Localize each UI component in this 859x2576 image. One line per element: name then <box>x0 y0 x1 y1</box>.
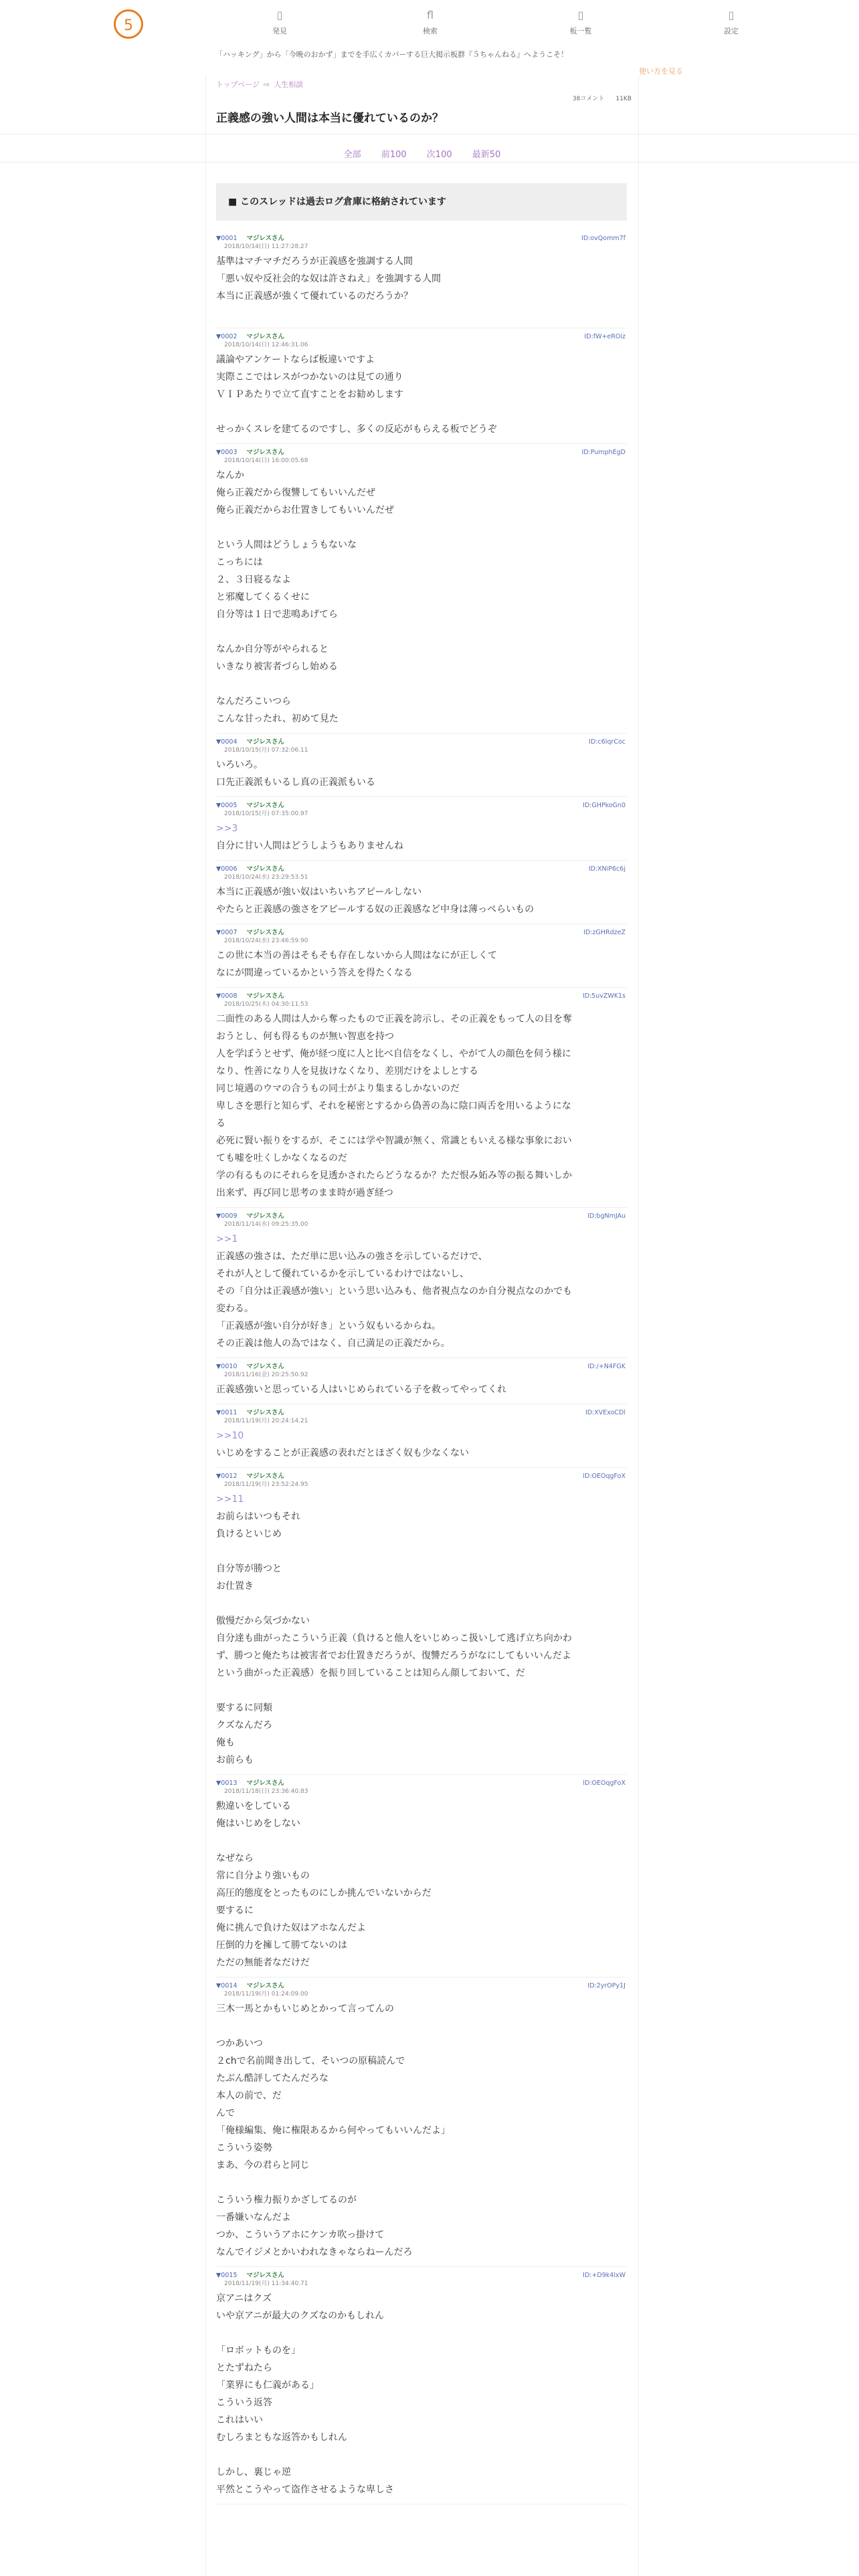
post-header <box>216 1472 627 1481</box>
post-line: 「ロボットものを」 <box>216 2345 300 2356</box>
post-line: クズなんだろ <box>216 1720 272 1731</box>
post-line: こういう姿勢 <box>216 2143 272 2153</box>
post-line: いきなり被害者づらし始める <box>216 661 338 672</box>
post-line: 三木一馬とかもいじめとかって言ってんの <box>216 2004 394 2014</box>
post-line <box>216 2325 627 2342</box>
post-date: 2018/10/15(月) 07:32:06.11 <box>224 747 308 754</box>
poster-id[interactable]: ID:PumphEgD <box>581 449 626 456</box>
post-line: 自分達も曲がったこういう正義（負けると他人をいじめっこ扱いして逃げ立ち向かわ <box>216 1633 572 1644</box>
post-body <box>216 2000 627 2261</box>
post-line: その正義は他人の為ではなく、自己満足の正義だから。 <box>216 1338 450 1349</box>
post-line: いじめをすることが正義感の表れだとほざく奴も少なくない <box>216 1448 469 1459</box>
post-line: 人を学ぼうとせず、俺が経つ度に人と比べ自信をなくし、やがて人の顔色を伺う様に <box>216 1049 571 1059</box>
breadcrumb-board[interactable]: 人生相談 <box>274 80 304 89</box>
post-line: 基準はマチマチだろうが正義感を強調する人間 <box>216 256 413 267</box>
post-body <box>216 1427 627 1462</box>
post-header <box>216 2271 627 2280</box>
post-line: 俺はいじめをしない <box>216 1818 300 1829</box>
post-line: 変わる。 <box>216 1303 254 1314</box>
post-body <box>216 467 627 728</box>
post-line <box>216 403 627 421</box>
site-header <box>0 0 859 47</box>
post-line: こういう権力振りかざしてるのが <box>216 2195 357 2206</box>
post-line: なり、性善になり人を見抜けなくなり、差別だけをよしとする <box>216 1066 478 1077</box>
board-list-icon: ▯ <box>577 9 584 21</box>
post-line: 「悪い奴や反社会的な奴は許さねえ」を強調する人間 <box>216 274 441 284</box>
post-header <box>216 332 627 341</box>
reply-anchor[interactable]: >>10 <box>216 1430 244 1441</box>
post <box>216 1358 627 1404</box>
poster-id[interactable]: ID:+D9k4lxW <box>583 2272 626 2279</box>
post-date: 2018/10/14(日) 12:46:31.06 <box>224 342 308 348</box>
poster-id[interactable]: ID:OEOqgFoX <box>583 1473 626 1480</box>
post-header <box>216 801 627 810</box>
tab-all[interactable]: 全部 <box>343 150 361 160</box>
post-date: 2018/10/14(日) 16:00:05.68 <box>224 457 308 464</box>
post-number[interactable]: ▼0012 <box>216 1473 237 1480</box>
post-line: ず、勝つと俺たちは被害者でお仕置きだろうが、復讐だろうがなにしてもいいんだよ <box>216 1650 571 1661</box>
post-number[interactable]: ▼0010 <box>216 1363 237 1370</box>
post <box>216 444 627 734</box>
post-line: 必死に賢い振りをするが、そこには学や智識が無く、常識ともいえる様な事象におい <box>216 1136 572 1146</box>
post-line <box>216 675 627 693</box>
post-header <box>216 992 627 1000</box>
pagination-tabs <box>206 147 638 160</box>
post-body <box>216 883 627 918</box>
poster-name: マジレスさん <box>246 992 284 1000</box>
post-line <box>216 623 627 641</box>
post-line: 自分等は１日で悲鳴あげてら <box>216 609 338 620</box>
nav-board-list-label: 板一覧 <box>569 27 592 35</box>
poster-name: マジレスさん <box>246 235 284 242</box>
post <box>216 734 627 797</box>
post-date: 2018/11/19(月) 20:24:14.21 <box>224 1418 308 1424</box>
post-line: お仕置き <box>216 1581 254 1592</box>
nav-search[interactable] <box>397 9 464 36</box>
post-line: 二面性のある人間は人から奪ったもので正義を誇示し、その正義をもって人の目を奪 <box>216 1014 572 1025</box>
post-date: 2018/10/25(木) 04:30:11.53 <box>224 1001 308 1008</box>
site-logo[interactable]: 5 <box>114 9 143 39</box>
post-line: 一番嫌いなんだよ <box>216 2212 291 2223</box>
poster-id[interactable]: ID:bgNmJAu <box>587 1212 626 1220</box>
post-line: おうとし、何も得るものが無い智恵を持つ <box>216 1031 394 1042</box>
poster-name: マジレスさん <box>246 929 284 936</box>
post-line: こんな甘ったれ、初めて見た <box>216 714 339 724</box>
post-body <box>216 1010 627 1202</box>
post-line: 俺に挑んで負けた奴はアホなんだよ <box>216 1923 366 1933</box>
post-header <box>216 738 627 746</box>
post-line: こっちには <box>216 557 263 568</box>
comment-count: 38コメント <box>572 96 605 102</box>
post-body <box>216 2290 627 2498</box>
post-line: ２chで名前聞き出して、そいつの原稿読んで <box>216 2056 405 2066</box>
post-line: 傲慢だから気づかない <box>216 1616 310 1626</box>
post-line: ただの無能者なだけだ <box>216 1957 310 1968</box>
post-line <box>216 2446 627 2464</box>
poster-id[interactable]: ID:/+N4FGK <box>587 1363 626 1370</box>
post-line <box>216 519 627 536</box>
post-line: まあ、今の君らと同じ <box>216 2160 310 2171</box>
post-number[interactable]: ▼0002 <box>216 333 237 340</box>
post-line: という曲がった正義感）を振り回していることは知らん顔しておいて、だ <box>216 1668 525 1679</box>
nav-board-list[interactable] <box>547 9 614 36</box>
post-number[interactable]: ▼0008 <box>216 992 237 1000</box>
post-header <box>216 865 627 873</box>
post-line: 自分等が勝つと <box>216 1564 282 1574</box>
poster-name: マジレスさん <box>246 2272 284 2279</box>
post-line: その「自分は正義感が強い」という思い込みも、他者視点なのか自分視点なのかでも <box>216 1286 572 1297</box>
post-date: 2018/11/19(月) 01:24:09.00 <box>224 1991 308 1998</box>
poster-id[interactable]: ID:c6lqrCoc <box>589 738 626 746</box>
post-date: 2018/10/24(水) 23:46:59.90 <box>224 938 308 944</box>
post <box>216 2267 627 2504</box>
post-header <box>216 1212 627 1220</box>
poster-name: マジレスさん <box>246 1212 284 1220</box>
post-line: ても嘘を吐くしかなくなるのだ <box>216 1153 347 1164</box>
post-date: 2018/10/14(日) 11:27:28.27 <box>224 243 308 250</box>
post-line: つか、こういうアホにケンカ吹っ掛けて <box>216 2230 385 2240</box>
poster-id[interactable]: ID:zGHRdzeZ <box>583 929 626 936</box>
reply-anchor[interactable]: >>11 <box>216 1494 244 1505</box>
post-line: 要するに同類 <box>216 1703 272 1713</box>
post-line: 口先正義派もいるし真の正義派もいる <box>216 777 375 788</box>
post-line: なんか自分等がやられると <box>216 644 328 655</box>
reply-anchor[interactable]: >>3 <box>216 823 238 834</box>
post-line: いろいろ。 <box>216 760 263 770</box>
post <box>216 1404 627 1468</box>
post-line: しかし、裏じゃ逆 <box>216 2467 291 2478</box>
post <box>216 1208 627 1358</box>
post-line <box>216 1595 627 1612</box>
post-date: 2018/11/19(月) 23:52:24.95 <box>224 1481 308 1488</box>
post-header <box>216 234 627 243</box>
search-icon: fl <box>426 9 434 21</box>
post-line <box>216 2018 627 2035</box>
post-number[interactable]: ▼0011 <box>216 1409 237 1416</box>
post-line: 卑しさを悪行と知らず、それを秘密とするから偽善の為に陰口両舌を用いるようにな <box>216 1101 571 1111</box>
post-line: 学の有るものにそれらを見透かされたらどうなるか？ただ恨み妬み等の振る舞いしか <box>216 1170 572 1181</box>
post-body <box>216 351 627 438</box>
reply-anchor[interactable]: >>1 <box>216 1234 238 1245</box>
post-line: 正義感の強さは、ただ単に思い込みの強さを示しているだけで、 <box>216 1251 488 1262</box>
post-line: 正義感強いと思っている人はいじめられている子を救ってやってくれ <box>216 1384 506 1395</box>
post-line: と邪魔してくるくせに <box>216 592 310 603</box>
post-number[interactable]: ▼0003 <box>216 449 237 456</box>
post-body <box>216 1230 627 1352</box>
post-number[interactable]: ▼0007 <box>216 929 237 936</box>
nav-settings[interactable] <box>698 9 765 36</box>
post-date: 2018/11/19(月) 11:34:40.71 <box>224 2280 308 2287</box>
breadcrumb-home[interactable]: トップページ <box>216 80 260 89</box>
post-header <box>216 928 627 937</box>
poster-name: マジレスさん <box>246 449 284 456</box>
post-list <box>216 230 627 2504</box>
post-number[interactable]: ▼0006 <box>216 865 237 873</box>
post-body <box>216 820 627 855</box>
post <box>216 1468 627 1775</box>
poster-name: マジレスさん <box>246 1982 284 1990</box>
post-line: なんだろこいつら <box>216 696 291 707</box>
poster-id[interactable]: ID:XNiP6c6j <box>588 865 626 873</box>
post-line: こういう返答 <box>216 2397 272 2408</box>
breadcrumb-separator: ⇨ <box>264 80 270 89</box>
post-header <box>216 1981 627 1990</box>
post-line: という人間はどうしょうもないな <box>216 540 357 550</box>
post-number[interactable]: ▼0005 <box>216 802 237 809</box>
post-line: 俺ら正義だからお仕置きしてもいいんだぜ <box>216 505 394 516</box>
post <box>216 1977 627 2267</box>
post-line: 「業界にも仁義がある」 <box>216 2380 319 2391</box>
tab-latest-50[interactable]: 最新50 <box>472 150 501 160</box>
nav-discover-label: 発見 <box>272 27 287 35</box>
post-line: とたずねたら <box>216 2363 272 2373</box>
breadcrumb <box>216 79 303 90</box>
poster-name: マジレスさん <box>246 333 284 340</box>
poster-name: マジレスさん <box>246 802 284 809</box>
post-line: たぶん酷評してたんだろな <box>216 2073 328 2084</box>
post <box>216 988 627 1208</box>
post-line <box>216 305 627 322</box>
how-to-use-link[interactable]: 使い方を見る <box>639 67 683 76</box>
post <box>216 861 627 924</box>
post-line: 自分に甘い人間はどうしようもありませんね <box>216 841 403 851</box>
poster-name: マジレスさん <box>246 1363 284 1370</box>
post-line: る <box>216 1118 225 1129</box>
thread-meta <box>573 94 632 102</box>
post-number[interactable]: ▼0001 <box>216 235 237 242</box>
post-line: 負けるといじめ <box>216 1529 282 1539</box>
post-body <box>216 1381 627 1398</box>
post-line <box>216 1832 627 1850</box>
post-line <box>216 2174 627 2191</box>
poster-id[interactable]: ID:fW+eROiz <box>584 333 626 340</box>
post <box>216 924 627 988</box>
post-date: 2018/10/15(月) 07:35:00.97 <box>224 811 308 817</box>
post-line: 常に自分より強いもの <box>216 1870 310 1881</box>
post-number[interactable]: ▼0009 <box>216 1212 237 1220</box>
post-line <box>216 1543 627 1560</box>
post-body <box>216 756 627 791</box>
post-line: 平然とこうやって盗作させるような卑しさ <box>216 2484 394 2495</box>
post-number[interactable]: ▼0014 <box>216 1982 237 1990</box>
post-line: 京アニはクズ <box>216 2293 272 2304</box>
post-header <box>216 1362 627 1371</box>
post-line: 高圧的態度をとったものにしか挑んでいないからだ <box>216 1888 432 1899</box>
nav-settings-label: 設定 <box>724 27 739 35</box>
post <box>216 1775 627 1977</box>
post-line: 実際ここではレスがつかないのは見ての通り <box>216 372 403 383</box>
poster-name: マジレスさん <box>246 865 284 873</box>
post-line: なぜなら <box>216 1853 254 1864</box>
post-line: 本当に正義感が強くて優れているのだろうか？ <box>216 291 413 302</box>
post-line: 同じ境遇のウマの合うもの同士がより集まるしかないのだ <box>216 1083 460 1094</box>
post-line: つかあいつ <box>216 2038 263 2049</box>
settings-icon: ▯ <box>728 9 735 21</box>
post-number[interactable]: ▼0013 <box>216 1780 237 1787</box>
post-header <box>216 448 627 457</box>
poster-id[interactable]: ID:GHPkoGn0 <box>583 802 626 809</box>
post-date: 2018/10/24(水) 23:29:53.51 <box>224 874 308 881</box>
thread-size: 11KB <box>615 96 632 102</box>
post-number[interactable]: ▼0004 <box>216 738 237 746</box>
poster-id[interactable]: ID:5uvZWK1s <box>582 992 626 1000</box>
post-line: お前らはいつもそれ <box>216 1511 300 1522</box>
post-date: 2018/11/16(金) 20:25:50.92 <box>224 1372 308 1378</box>
thread-container <box>205 75 639 2576</box>
post <box>216 328 627 444</box>
post-line: いや京アニが最大のクズなのかもしれん <box>216 2311 385 2321</box>
tab-prev-100[interactable]: 前100 <box>381 150 407 160</box>
post-line: んで <box>216 2108 235 2119</box>
post-line: 俺ら正義だから復讐してもいいんだぜ <box>216 488 375 498</box>
thread-title: 正義感の強い人間は本当に優れているのか？ <box>216 112 444 125</box>
post-line: 圧倒的力を擁して勝てないのは <box>216 1940 347 1951</box>
post-line: 本人の前で、だ <box>216 2090 282 2101</box>
post-header <box>216 1779 627 1788</box>
post-line: 「正義感が強い自分が好き」という奴もいるからね。 <box>216 1321 441 1331</box>
welcome-ticker: 「ハッキング」から「今晩のおかず」までを手広くカバーする巨大掲示板群『５ちゃんねる』へようこそ！ <box>215 50 569 59</box>
post-line: やたらと正義感の強さをアピールする奴の正義感など中身は薄っぺらいもの <box>216 904 535 915</box>
tab-next-100[interactable]: 次100 <box>426 150 452 160</box>
post-body <box>216 947 627 982</box>
post-header <box>216 1408 627 1417</box>
post-line: 出来ず、再び同じ思考のまま時が過ぎ経つ <box>216 1188 393 1198</box>
post-line: 勲違いをしている <box>216 1801 291 1812</box>
post-line: ＶＩＰあたりで立て直すことをお勧めします <box>216 389 403 400</box>
post-line: せっかくスレを建てるのですし、多くの反応がもらえる板でどうぞ <box>216 424 497 435</box>
post-body <box>216 1491 627 1769</box>
post-line: 「俺様編集、俺に権限あるから何やってもいいんだよ」 <box>216 2125 450 2136</box>
post-body <box>216 253 627 322</box>
post-line: これはいい <box>216 2415 263 2426</box>
post-line: この世に本当の善はそもそも存在しないから人間はなにが正しくて <box>216 950 497 961</box>
post-line: なんか <box>216 470 244 481</box>
post-body <box>216 1798 627 1971</box>
poster-id[interactable]: ID:XVExoCDl <box>585 1409 626 1416</box>
post-line: 本当に正義感が強い奴はいちいちアピールしない <box>216 887 422 897</box>
post-line: それが人として優れているかを示しているわけではないし、 <box>216 1269 469 1279</box>
poster-name: マジレスさん <box>246 1409 284 1416</box>
poster-id[interactable]: ID:OEOqgFoX <box>583 1780 626 1787</box>
post-line: お前らも <box>216 1755 254 1765</box>
post-line: ２、３日寝るなよ <box>216 574 291 585</box>
post-line: 議論やアンケートならば板違いですよ <box>216 354 375 365</box>
post-date: 2018/11/18(日) 23:36:40.83 <box>224 1788 308 1795</box>
post-date: 2018/11/14(水) 09:25:35.00 <box>224 1221 308 1228</box>
poster-id[interactable]: ID:2yrOPy1J <box>587 1982 626 1990</box>
post <box>216 797 627 861</box>
post-line: 俺も <box>216 1737 235 1748</box>
poster-id[interactable]: ID:ovQomm7f <box>581 235 626 242</box>
post-line <box>216 1682 627 1699</box>
post-line: なんでイジメとかいわれなきゃならねーんだろ <box>216 2247 413 2258</box>
poster-name: マジレスさん <box>246 1780 284 1787</box>
nav-discover[interactable] <box>246 9 313 36</box>
post-line: むしろまともな返答かもしれん <box>216 2432 347 2443</box>
post-line: なにが間違っているかという答えを得たくなる <box>216 968 413 978</box>
post-number[interactable]: ▼0015 <box>216 2272 237 2279</box>
archived-notice: ■ このスレッドは過去ログ倉庫に格納されています <box>216 183 627 221</box>
post <box>216 230 627 328</box>
discover-icon: ▯ <box>276 9 283 21</box>
post-line: 要するに <box>216 1905 254 1916</box>
poster-name: マジレスさん <box>246 738 284 746</box>
poster-name: マジレスさん <box>246 1473 284 1480</box>
nav-search-label: 検索 <box>423 27 438 35</box>
